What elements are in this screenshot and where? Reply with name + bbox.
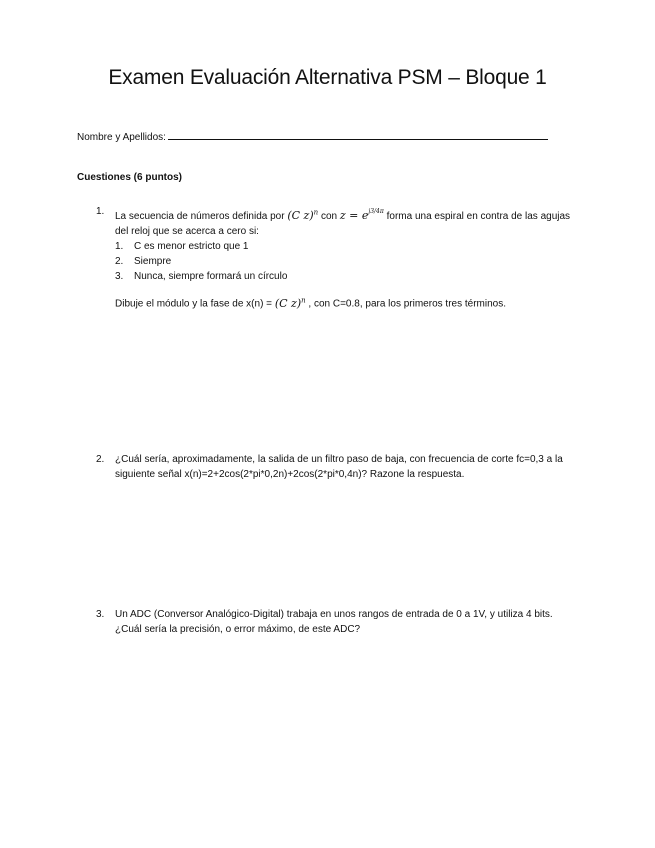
question-text: Un ADC (Conversor Analógico-Digital) trabaja en unos rangos de entrada de 0 a 1V, y utiliza 4 bits. ¿Cuál sería la precisión, o error máximo, de este ADC? bbox=[115, 609, 553, 635]
section-title: Cuestiones (6 puntos) bbox=[77, 172, 183, 183]
question-1 bbox=[96, 204, 576, 312]
page-title: Examen Evaluación Alternativa PSM – Bloque 1 bbox=[108, 66, 547, 89]
name-field-row bbox=[77, 130, 548, 143]
question-text bbox=[115, 204, 576, 239]
name-blank-line bbox=[168, 130, 548, 140]
question-number: 3. bbox=[96, 609, 105, 620]
question-text-after: forma una espiral en contra de las agujas del reloj que se acerca a cero si: bbox=[115, 211, 571, 237]
question-3 bbox=[96, 607, 566, 637]
math-expression: (C z)$^n$ bbox=[274, 296, 306, 310]
options-list bbox=[115, 239, 576, 284]
option-item: 2. Siempre bbox=[115, 256, 172, 267]
option-item: 1. C es menor estricto que 1 bbox=[115, 241, 249, 252]
question-text-con: con bbox=[320, 211, 338, 222]
math-z-definition: $z = e^{j3/4\pi}$ bbox=[339, 208, 384, 222]
question-2 bbox=[96, 452, 576, 482]
name-label: Nombre y Apellidos: bbox=[77, 132, 166, 143]
question-number: 2. bbox=[96, 454, 105, 465]
question-number: 1. bbox=[96, 206, 105, 217]
question-text-before: La secuencia de números definida por bbox=[115, 211, 285, 222]
question-text: ¿Cuál sería, aproximadamente, la salida de un filtro paso de baja, con frecuencia de corte fc=0,3 a la siguiente señal x(n)=2+2cos(2*pi*0,2n)+2cos(2*pi*0,4n)? Razone la respuesta. bbox=[115, 454, 563, 480]
option-item: 3. Nunca, siempre formará un círculo bbox=[115, 271, 288, 282]
draw-instruction: Dibuje el módulo y la fase de x(n) = (C z)$^n$ , con C=0.8, para los primeros tres términos. bbox=[115, 296, 506, 310]
math-expression: (C z)$^n$ bbox=[287, 208, 319, 222]
